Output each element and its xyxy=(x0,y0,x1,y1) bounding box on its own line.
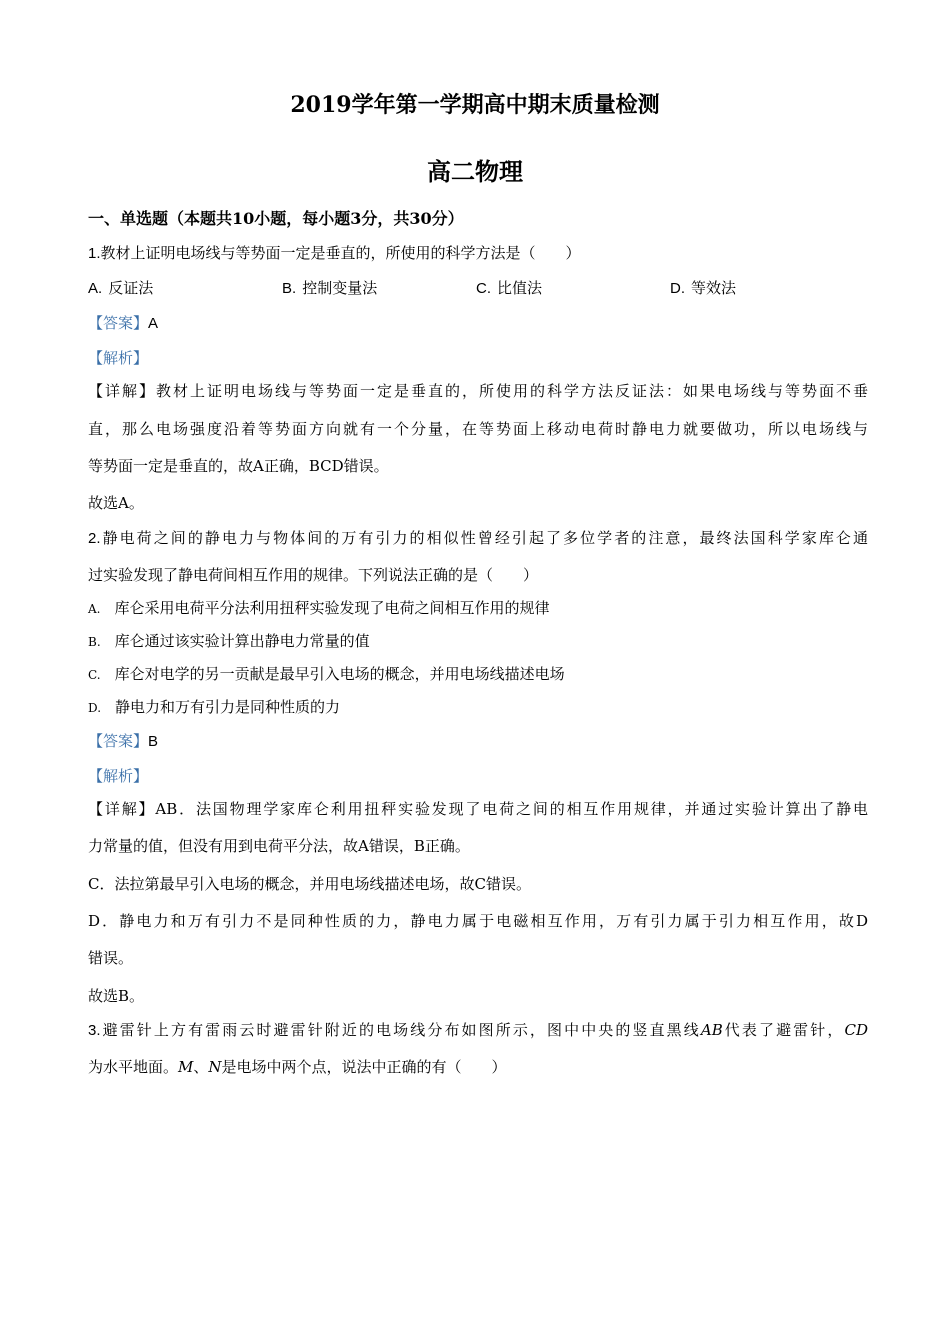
question-1-number: 1. xyxy=(88,245,101,262)
q1-analysis-tag: 【解析】 xyxy=(88,349,149,367)
q2-option-b: B. 库仑通过该实验计算出静电力常量的值 xyxy=(88,632,370,650)
q1-option-c: C. 比值法 xyxy=(476,279,543,297)
q1-answer-value: A xyxy=(148,315,159,332)
q2-detail-line-2: 力常量的值，但没有用到电荷平分法，故A错误，B正确。 xyxy=(88,837,470,855)
exam-title: 2019学年第一学期高中期末质量检测 xyxy=(290,92,660,118)
answer-tag: 【答案】 xyxy=(88,314,149,332)
question-1-stem xyxy=(88,242,868,263)
q2-analysis-tag: 【解析】 xyxy=(88,767,149,785)
question-2-number: 2. xyxy=(88,530,101,547)
q2-option-c: C. 库仑对电学的另一贡献是最早引入电场的概念，并用电场线描述电场 xyxy=(88,665,565,683)
q2-answer xyxy=(88,730,868,751)
q2-detail-line-5: 错误。 xyxy=(88,949,134,967)
q2-detail-line-4: D．静电力和万有引力不是同种性质的力，静电力属于电磁相互作用，万有引力属于引力相互作用，故D xyxy=(88,912,868,930)
exam-subject: 高二物理 xyxy=(427,157,523,186)
q2-option-d: D. 静电力和万有引力是同种性质的力 xyxy=(88,698,341,716)
q1-answer xyxy=(88,312,868,333)
q2-answer-value: B xyxy=(148,733,159,750)
question-3-stem-line-2: 为水平地面。M、N是电场中两个点，说法中正确的有（ ） xyxy=(88,1058,507,1076)
section-heading: 一、单选题（本题共10小题，每小题3分，共30分） xyxy=(88,209,464,228)
question-1-text: 教材上证明电场线与等势面一定是垂直的，所使用的科学方法是（ ） xyxy=(100,244,581,262)
question-3-stem-line-1: 3.避雷针上方有雷雨云时避雷针附近的电场线分布如图所示，图中中央的竖直黑线AB代表了避雷针，CD xyxy=(88,1021,868,1039)
q1-detail-line-1: 【详解】教材上证明电场线与等势面一定是垂直的，所使用的科学方法反证法：如果电场线与等势面不垂 xyxy=(88,382,868,400)
q1-detail-line-2: 直，那么电场强度沿着等势面方向就有一个分量，在等势面上移动电荷时静电力就要做功，所以电场线与 xyxy=(88,420,868,438)
q1-option-b: B. 控制变量法 xyxy=(282,279,378,297)
answer-tag: 【答案】 xyxy=(88,732,149,750)
q2-option-a: A. 库仑采用电荷平分法利用扭秤实验发现了电荷之间相互作用的规律 xyxy=(88,599,550,617)
q1-option-a: A. 反证法 xyxy=(88,279,154,297)
q1-conclusion: 故选A。 xyxy=(88,494,144,512)
q2-conclusion: 故选B。 xyxy=(88,987,145,1005)
q2-detail-line-1: 【详解】AB．法国物理学家库仑利用扭秤实验发现了电荷之间的相互作用规律，并通过实验计算出了静电 xyxy=(88,800,868,818)
q1-option-d: D. 等效法 xyxy=(670,279,737,297)
question-2-stem-line-1: 2.静电荷之间的静电力与物体间的万有引力的相似性曾经引起了多位学者的注意，最终法国科学家库仑通 xyxy=(88,529,868,547)
question-3-number: 3. xyxy=(88,1022,101,1039)
question-2-stem-line-2: 过实验发现了静电荷间相互作用的规律。下列说法正确的是（ ） xyxy=(88,566,539,584)
q2-detail-line-3: C．法拉第最早引入电场的概念，并用电场线描述电场，故C错误。 xyxy=(88,875,531,893)
q1-detail-line-3: 等势面一定是垂直的，故A正确，BCD错误。 xyxy=(88,457,389,475)
